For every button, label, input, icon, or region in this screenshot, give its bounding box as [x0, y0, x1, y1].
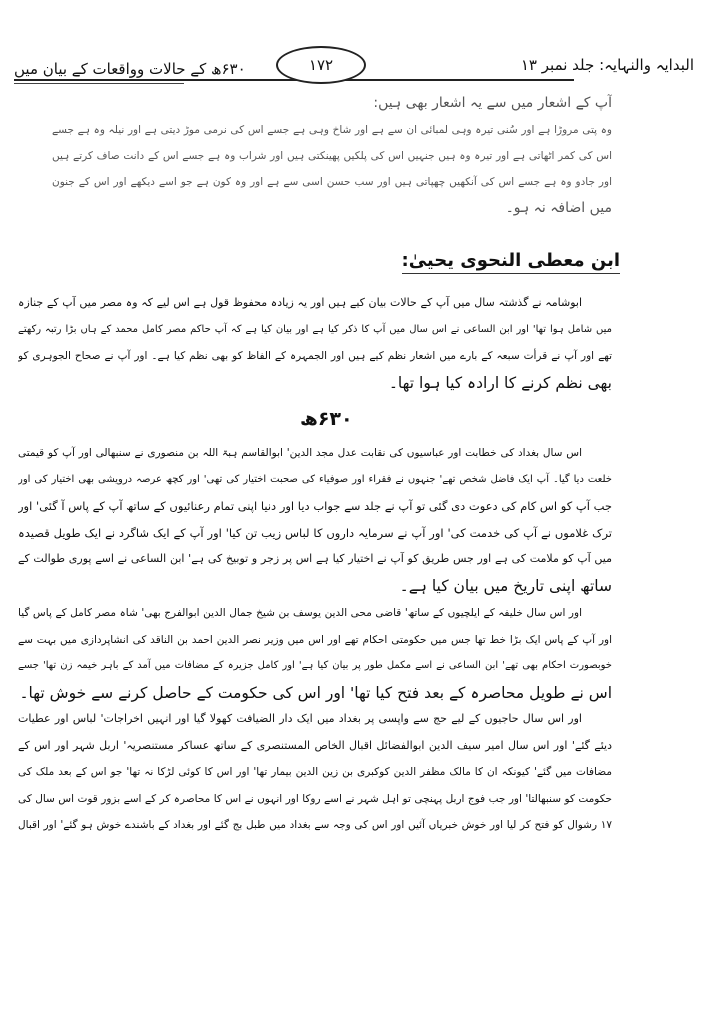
text-line: ساتھ اپنی تاریخ میں بیان کیا ہے۔: [399, 576, 612, 595]
poem-line: میں اضافہ نہ ہو۔: [505, 200, 612, 216]
text-line: میں شامل ہوا تھا' اور ابن الساعی نے اس سال میں آپ کا ذکر کیا ہے اور بیان کیا ہے کہ آپ حاکم مصر کامل محمد کے ہاں بڑا رتبہ رکھتے: [18, 323, 612, 335]
book-title: البدایہ والنہایہ: جلد نمبر ۱۳: [520, 56, 694, 74]
text-line: جب آپ کو اس کام کی دعوت دی گئی تو آپ نے جلد سے جواب دیا اور دنیا اپنی تمام رعنائیوں کے ساتھ آپ کے پاس آ گئی' اور: [18, 499, 612, 513]
year-marker: ۶۳۰ھ: [300, 408, 353, 430]
text-line: ۱۷ رشوال کو فتح کر لیا اور خوش خبریاں آئیں اور اس کی وجہ سے بغداد میں طبل بج گئے اور بغداد کے باشندے خوش ہو گئے' اور اقبال: [18, 819, 612, 831]
text-line: اس سال بغداد کی خطابت اور عباسیوں کی نقابت عدل مجد الدین' ابوالقاسم ہبۃ اللہ بن منصوری نے سنبھالی اور آپ کو قیمتی: [18, 447, 582, 459]
text-line: مضافات میں گئے' کیونکہ ان کا مالک مظفر الدین کوکبری بن زین الدین بیمار تھا' اور اس کا کوئی لڑکا نہ تھا' جو اس کے بعد ملک کی: [18, 766, 612, 778]
poem-intro: [312, 90, 612, 117]
paragraph-3: [18, 600, 612, 706]
text-line: دیئے گئے' اور اس سال امیر سیف الدین ابوالفضائل اقبال الخاص المستنصری کے ساتھ عساکر مستنصریہ' اربل شہر اور اس کے: [18, 738, 612, 752]
poem-line: اور جادو وہ ہے جسے اس کی آنکھیں چھپاتی ہیں اور سب حسن اسی سے ہے اور وہ کون ہے جو اسے دیکھے اور اس کے جنون: [52, 176, 612, 188]
header-rule-thin: [14, 83, 184, 84]
text-line: تھے اور آپ نے قرأت سبعہ کے بارے میں اشعار نظم کیے ہیں اور الجمہرہ کے الفاظ کو بھی نظم کیا ہے۔ اور آپ نے صحاح الجوہری کو: [18, 350, 612, 362]
paragraph-4: [18, 706, 612, 839]
text-line: ابوشامہ نے گذشتہ سال میں آپ کے حالات بیان کیے ہیں اور یہ زیادہ محفوظ قول ہے اس لیے کہ وہ مصر میں آپ کے جنازہ: [18, 296, 582, 309]
poem-line: وہ پتی مروڑا ہے اور سُنی تیرہ وہی لمبائی ان سے ہے اور شاخ وہی ہے جسے اس کی نرمی موڑ دیتی ہے اور نیلہ وہ ہے جسے: [52, 124, 612, 136]
text-line: میں آپ کو ملامت کی ہے اور جس طریق کو آپ نے اختیار کیا ہے اس پر زجر و توبیخ کی ہے' ابن الساعی نے اسے پوری طوالت کے: [18, 552, 612, 565]
text-line: ترک غلاموں نے آپ کی خدمت کی' اور آپ نے سرمایہ داروں کا لباس زیب تن کیا' اور آپ کے ایک شاگرد نے ایک طویل قصیدہ: [18, 525, 612, 540]
text-line: اور اس سال حاجیوں کے لیے حج سے واپسی پر بغداد میں ایک دار الضیافت کھولا گیا اور انہیں اخراجات' لباس اور عطیات: [18, 712, 582, 725]
text-line: اس نے طویل محاصرہ کے بعد فتح کیا تھا' اور اس کی حکومت کے حاصل کرنے سے خوش تھا۔: [19, 683, 612, 702]
paragraph-2: [18, 440, 612, 599]
section-heading: ابن معطی النحوی یحییٰ:: [402, 250, 621, 274]
paragraph-1: [18, 290, 612, 396]
text-line: بھی نظم کرنے کا ارادہ کیا ہوا تھا۔: [388, 373, 612, 392]
poem-intro-line: آپ کے اشعار میں سے یہ اشعار بھی ہیں:: [373, 95, 612, 111]
text-line: اور آپ کے پاس ایک بڑا خط تھا جس میں حکومتی احکام تھے اور اس میں وزیر نصر الدین احمد بن الناقد کی انشاپردازی میں بہت سے: [18, 633, 612, 646]
text-line: اور اس سال خلیفہ کے ایلچیوں کے ساتھ' قاضی محی الدین یوسف بن شیخ جمال الدین ابوالفرج بھی' شاہ مصر کامل کے پاس گیا: [18, 607, 582, 619]
poem-line: اس کی کمر اٹھاتی ہے اور تیرہ وہ ہیں جنہیں اس کی پلکیں پھینکتی ہیں اور شراب وہ ہے جسے اس کے دانت صاف کرتے ہیں: [52, 150, 612, 162]
running-header: [14, 46, 694, 86]
text-line: خلعت دیا گیا۔ آپ ایک فاضل شخص تھے' جنہوں نے فقراء اور صوفیاء کی صحبت اختیار کی تھی' اور کچھ عرصہ درویشی بھی اختیار کی اور: [18, 473, 612, 485]
page-number: ۱۷۲: [276, 46, 366, 84]
text-line: حکومت کو سنبھالتا' اور جب فوج اربل پہنچی تو اہل شہر نے اسے روکا اور انہوں نے اس کا محاصرہ کر کے اسے بزور قوت اس سال کی: [18, 792, 612, 805]
text-line: خوبصورت احکام بھی تھے' ابن الساعی نے اسے مکمل طور پر بیان کیا ہے' اور کامل جزیرہ کے مضافات میں آمد کے باہر خیمہ زن تھا' جسے: [18, 660, 612, 671]
poem-block: [52, 117, 612, 221]
section-title: ۶۳۰ھ کے حالات وواقعات کے بیان میں: [14, 60, 246, 78]
